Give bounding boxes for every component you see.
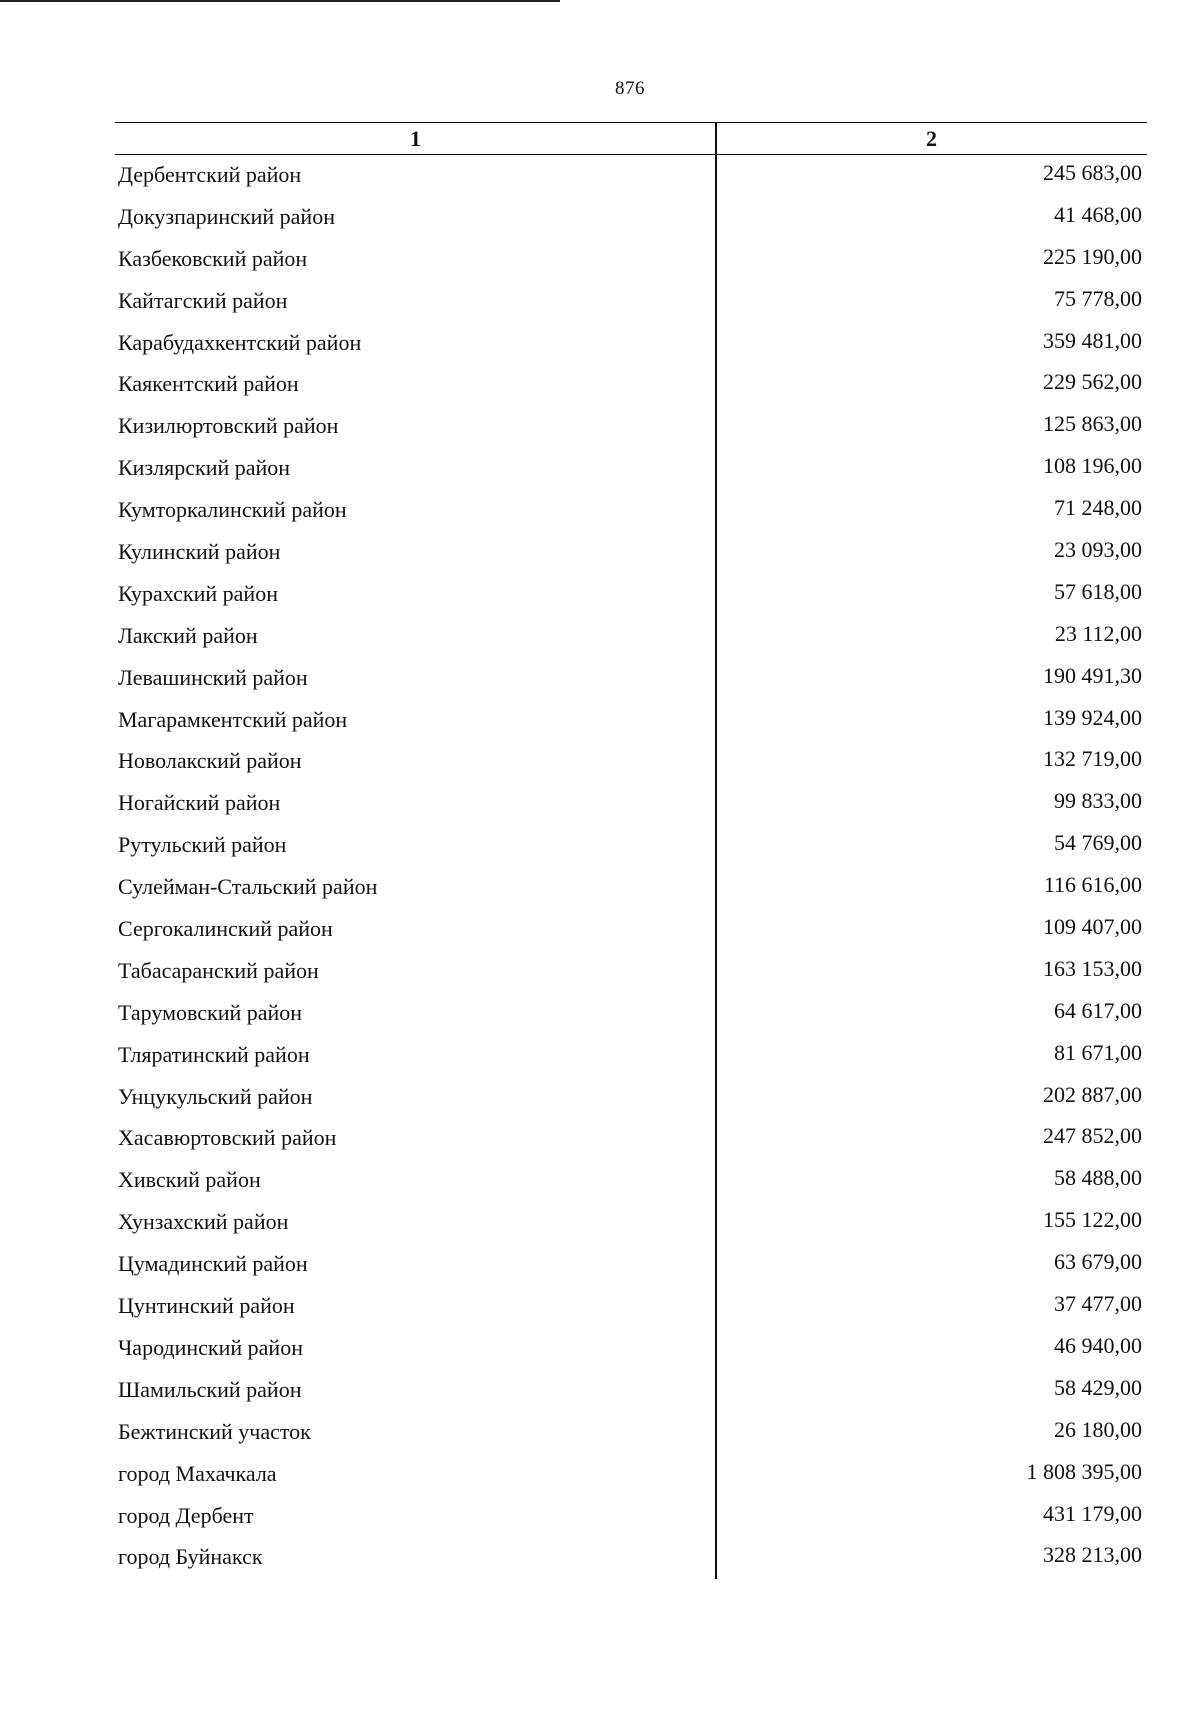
table-row [115,281,1147,323]
row-name: Рутульский район [118,832,287,858]
row-name: Левашинский район [118,664,308,690]
table-row [115,1537,1147,1579]
row-value: 54 769,00 [1054,830,1142,856]
row-name: Тляратинский район [118,1041,310,1067]
row-value: 108 196,00 [1043,453,1142,479]
row-value: 63 679,00 [1054,1249,1142,1275]
row-value: 41 468,00 [1054,201,1142,227]
row-value: 23 112,00 [1054,620,1142,646]
row-name: Бежтинский участок [118,1418,311,1444]
table-row [115,1496,1147,1538]
table-row [115,1454,1147,1496]
row-name: Лакский район [118,622,258,648]
row-value: 132 719,00 [1043,746,1142,772]
row-name: Сергокалинский район [118,916,333,942]
table-row [115,239,1147,281]
table-header-row [115,122,1147,155]
row-name: Шамильский район [118,1376,302,1402]
row-name: Кумторкалинский район [118,497,347,523]
row-value: 58 429,00 [1054,1374,1142,1400]
row-name: Дербентский район [118,162,302,187]
header-col-2: 2 [926,126,937,151]
row-value: 431 179,00 [1043,1500,1142,1526]
table-row [115,406,1147,448]
row-value: 225 190,00 [1043,243,1142,269]
row-name: Курахский район [118,580,278,606]
row-value: 109 407,00 [1043,914,1142,940]
row-name: Кулинский район [118,539,281,565]
row-name: Хунзахский район [118,1209,289,1235]
table-row [115,1412,1147,1454]
row-name: Цунтинский район [118,1293,295,1319]
table-row [115,364,1147,406]
row-name: Докузпаринский район [118,203,335,229]
row-value: 202 887,00 [1043,1081,1142,1107]
data-table [115,122,1147,1579]
row-name: Казбековский район [118,245,308,271]
table-row [115,1286,1147,1328]
row-value: 64 617,00 [1054,997,1142,1023]
table-row [115,1035,1147,1077]
row-value: 46 940,00 [1054,1332,1142,1358]
row-name: Хасавюртовский район [118,1125,337,1151]
row-value: 163 153,00 [1043,955,1142,981]
table-row [115,155,1147,197]
table-body [115,155,1147,1579]
row-value: 116 616,00 [1043,872,1142,898]
table-row [115,323,1147,365]
row-name: Магарамкентский район [118,706,348,732]
row-name: Ногайский район [118,790,281,816]
row-value: 190 491,30 [1043,662,1142,688]
table-row [115,783,1147,825]
table-row [115,1244,1147,1286]
row-name: город Махачкала [118,1460,277,1486]
row-name: Новолакский район [118,748,302,774]
table-row [115,616,1147,658]
table-row [115,490,1147,532]
row-value: 229 562,00 [1043,369,1142,395]
table-row [115,867,1147,909]
row-name: Сулейман-Стальский район [118,874,378,900]
row-value: 37 477,00 [1054,1291,1142,1317]
row-value: 245 683,00 [1043,160,1142,185]
row-name: Цумадинский район [118,1251,308,1277]
row-name: Хивский район [118,1167,261,1193]
row-value: 125 863,00 [1043,411,1142,437]
row-value: 1 808 395,00 [1026,1458,1142,1484]
table-row [115,197,1147,239]
row-value: 75 778,00 [1054,285,1142,311]
row-name: Каякентский район [118,371,299,397]
table-row [115,574,1147,616]
row-name: Тарумовский район [118,999,303,1025]
table-row [115,1118,1147,1160]
row-name: Кайтагский район [118,287,288,313]
row-value: 26 180,00 [1054,1416,1142,1442]
table-row [115,993,1147,1035]
row-name: Унцукульский район [118,1083,313,1109]
table-row [115,909,1147,951]
row-value: 359 481,00 [1043,327,1142,353]
table-row [115,1328,1147,1370]
row-name: город Дербент [118,1502,254,1528]
row-value: 57 618,00 [1054,578,1142,604]
row-value: 328 213,00 [1043,1542,1142,1568]
row-name: Кизилюртовский район [118,413,339,439]
row-value: 23 093,00 [1054,537,1142,563]
table-row [115,532,1147,574]
row-name: Кизлярский район [118,455,291,481]
row-name: Карабудахкентский район [118,329,362,355]
row-name: Табасаранский район [118,957,319,983]
table-row [115,658,1147,700]
table-row [115,951,1147,993]
row-value: 71 248,00 [1054,495,1142,521]
row-value: 58 488,00 [1054,1165,1142,1191]
row-value: 81 671,00 [1054,1039,1142,1065]
row-value: 247 852,00 [1043,1123,1142,1149]
table-row [115,1202,1147,1244]
table-row [115,741,1147,783]
table-row [115,825,1147,867]
page-number: 876 [615,78,645,99]
table-row [115,1077,1147,1119]
table-row [115,1160,1147,1202]
scan-top-rule [0,0,560,2]
row-name: город Буйнакск [118,1544,263,1570]
table-row [115,1370,1147,1412]
row-value: 155 122,00 [1043,1207,1142,1233]
table-row [115,448,1147,490]
row-value: 139 924,00 [1043,704,1142,730]
header-col-1: 1 [410,126,421,151]
table-row [115,700,1147,742]
row-value: 99 833,00 [1054,788,1142,814]
row-name: Чародинский район [118,1334,303,1360]
